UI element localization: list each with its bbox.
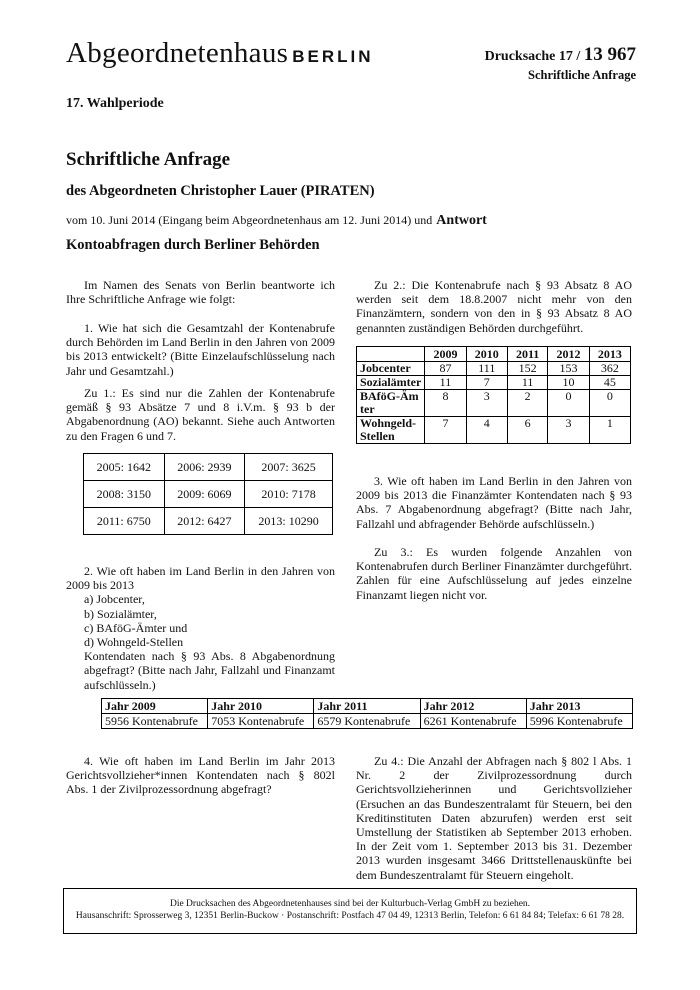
column-header: 2009 — [425, 347, 466, 362]
table-cell: 0 — [548, 390, 589, 417]
table-cell: 2009: 6069 — [164, 481, 245, 508]
table-cell: 5956 Kontenabrufe — [102, 714, 208, 729]
document-type: Schriftliche Anfrage — [528, 68, 636, 82]
column-header: Jahr 2010 — [208, 699, 314, 714]
table-header-row — [102, 699, 633, 714]
table-cell: 2 — [507, 390, 547, 417]
answer-2: Zu 2.: Die Kontenabrufe nach § 93 Absatz 8 AO werden seit dem 18.8.2007 nicht mehr von den Finanzämtern, sondern von den in § 93 Absatz 8 AO genannten zuständigen Behörden durchgeführt. — [356, 278, 632, 335]
page-title: Schriftliche Anfrage — [66, 149, 231, 170]
table-cell: 6579 Kontenabrufe — [314, 714, 420, 729]
column-header: 2012 — [548, 347, 589, 362]
table-row — [357, 390, 631, 417]
list-item: b) Sozialämter, — [84, 606, 157, 621]
question-1: 1. Wie hat sich die Gesamtzahl der Kontenabrufe durch Behörden im Land Berlin in den Jahren von 2009 bis 2013 entwickelt? (Bitte Einzelaufschlüsselung nach Jahr und Gesamtzahl.) — [66, 321, 335, 378]
list-item: d) Wohngeld-Stellen — [84, 635, 184, 650]
dateline — [66, 213, 487, 229]
table-cell: 6261 Kontenabrufe — [420, 714, 526, 729]
table-cell: 0 — [589, 390, 630, 417]
question-2-end: Kontendaten nach § 93 Abs. 8 Abgabenordnung abgefragt? (Bitte nach Jahr, Fallzahl und Finanzamt aufschlüsseln.) — [84, 649, 335, 692]
list-item: c) BAföG-Ämter und — [84, 620, 188, 635]
question-2-intro: 2. Wie oft haben im Land Berlin in den Jahren von 2009 bis 2013 — [66, 564, 335, 593]
table-cell: 2013: 10290 — [245, 508, 333, 535]
table-cell: 10 — [548, 376, 589, 390]
answer-1: Zu 1.: Es sind nur die Zahlen der Kontenabrufe gemäß § 93 Absätze 7 und 8 i.V.m. § 93 b der Abgabenordnung (AO) bekannt. Siehe auch Antworten zu den Fragen 6 und 7. — [66, 386, 335, 443]
table-cell: 2012: 6427 — [164, 508, 245, 535]
kontenabrufe-total-table — [83, 453, 333, 535]
behoerden-abrufe-table — [356, 346, 631, 444]
row-label: Wohngeld-Stellen — [357, 417, 425, 444]
intro-paragraph: Im Namen des Senats von Berlin beantworte ich Ihre Schriftliche Anfrage wie folgt: — [66, 278, 335, 307]
column-header: 2013 — [589, 347, 630, 362]
answer-3: Zu 3.: Es wurden folgende Anzahlen von Kontenabrufen durch Berliner Finanzämter durchgeführt. Zahlen für eine Aufschlüsselung auf jedes einzelne Finanzamt liegen nicht vor. — [356, 545, 632, 602]
table-corner — [357, 347, 425, 362]
table-cell: 7 — [425, 417, 466, 444]
table-row — [84, 508, 333, 535]
row-label: BAföG-Ämter — [357, 390, 425, 417]
table-cell: 5996 Kontenabrufe — [526, 714, 632, 729]
footer-line-1: Die Drucksachen des Abgeordnetenhauses sind bei der Kulturbuch-Verlag GmbH zu beziehen. — [169, 899, 531, 909]
table-cell: 2006: 2939 — [164, 454, 245, 481]
parliament-logo — [66, 38, 374, 72]
author-line: des Abgeordneten Christopher Lauer (PIRATEN) — [66, 183, 375, 199]
table-cell: 7053 Kontenabrufe — [208, 714, 314, 729]
table-cell: 2005: 1642 — [84, 454, 165, 481]
table-cell: 6 — [507, 417, 547, 444]
row-label: Sozialämter — [357, 376, 425, 390]
table-cell: 3 — [548, 417, 589, 444]
column-header: Jahr 2012 — [420, 699, 526, 714]
table-cell: 153 — [548, 362, 589, 376]
answer-4: Zu 4.: Die Anzahl der Abfragen nach § 802 l Abs. 1 Nr. 2 der Zivilprozessordnung durch Gerichtsvollzieherinnen und Gerichtsvollzieher (Ersuchen an das Bundeszentralamt für Steuern, bei den Kreditinstituten Daten abzurufen) werden erst seit Umstellung der Statistiken ab September 2013 erhoben. In der Zeit vom 1. September 2013 bis 31. Dezember 2013 wurden insgesamt 3466 Drittstellenauskünfte bei dem Bundeszentralamt für Steuern eingeholt. — [356, 754, 632, 882]
table-cell: 1 — [589, 417, 630, 444]
table-row — [357, 362, 631, 376]
brand-city: BERLIN — [292, 47, 374, 66]
table-cell: 2007: 3625 — [245, 454, 333, 481]
column-header: Jahr 2011 — [314, 699, 420, 714]
table-row — [357, 376, 631, 390]
column-header: 2010 — [466, 347, 507, 362]
table-cell: 7 — [466, 376, 507, 390]
question-2 — [66, 564, 335, 692]
table-cell: 11 — [425, 376, 466, 390]
row-label: Jobcenter — [357, 362, 425, 376]
table-cell: 45 — [589, 376, 630, 390]
table-cell: 2008: 3150 — [84, 481, 165, 508]
table-header-row — [357, 347, 631, 362]
table-cell: 2010: 7178 — [245, 481, 333, 508]
dateline-text: vom 10. Juni 2014 (Eingang beim Abgeordnetenhaus am 12. Juni 2014) und — [66, 213, 433, 227]
column-header: 2011 — [507, 347, 547, 362]
column-header: Jahr 2013 — [526, 699, 632, 714]
wahlperiode: 17. Wahlperiode — [66, 96, 164, 111]
table-cell: 87 — [425, 362, 466, 376]
question-4: 4. Wie oft haben im Land Berlin im Jahr 2013 Gerichtsvollzieher*innen Kontendaten nach § 802l Abs. 1 der Zivilprozessordnung abgefragt? — [66, 754, 335, 797]
table-row — [102, 714, 633, 729]
table-cell: 3 — [466, 390, 507, 417]
table-cell: 11 — [507, 376, 547, 390]
table-row — [84, 454, 333, 481]
table-row — [357, 417, 631, 444]
table-cell: 152 — [507, 362, 547, 376]
finanzamt-abrufe-table — [101, 698, 633, 729]
table-cell: 362 — [589, 362, 630, 376]
table-cell: 8 — [425, 390, 466, 417]
druck-label: Drucksache 17 / — [484, 49, 581, 64]
table-cell: 4 — [466, 417, 507, 444]
list-item: a) Jobcenter, — [84, 592, 145, 607]
table-cell: 111 — [466, 362, 507, 376]
topic-heading: Kontoabfragen durch Berliner Behörden — [66, 237, 320, 253]
table-cell: 2011: 6750 — [84, 508, 165, 535]
table-row — [84, 481, 333, 508]
column-header: Jahr 2009 — [102, 699, 208, 714]
druck-number: 13 967 — [583, 44, 636, 65]
footer-box — [63, 888, 637, 934]
brand-main: Abgeordnetenhaus — [66, 37, 289, 69]
footer-line-2: Hausanschrift: Sprosserweg 3, 12351 Berlin-Buckow · Postanschrift: Postfach 47 04 49, 12313 Berlin, Telefon: 6 61 84 84; Telefax: 6 61 78 28. — [75, 911, 625, 921]
question-2-list — [66, 592, 335, 649]
document-number — [485, 44, 636, 66]
answer-label: Antwort — [436, 213, 487, 228]
question-3: 3. Wie oft haben im Land Berlin in den Jahren von 2009 bis 2013 die Finanzämter Kontendaten nach § 93 Abs. 7 Abgabenordnung abgefragt? (Bitte nach Jahr, Fallzahl und abfragender Behörde aufschlüsseln.) — [356, 474, 632, 531]
